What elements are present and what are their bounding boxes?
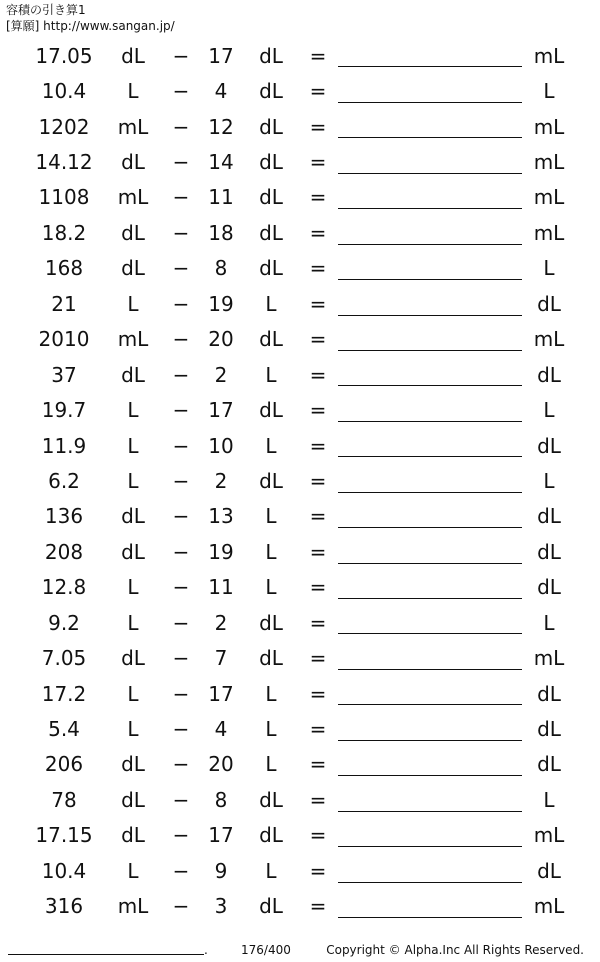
second-unit: L	[265, 752, 277, 777]
answer-unit: L	[543, 787, 555, 812]
problem-row	[0, 499, 600, 534]
first-unit: dL	[121, 256, 145, 281]
second-unit: dL	[259, 610, 283, 635]
second-unit: dL	[259, 787, 283, 812]
minus-sign: −	[172, 646, 190, 671]
answer-unit: dL	[537, 717, 561, 742]
second-unit: L	[265, 858, 277, 883]
answer-unit: mL	[533, 646, 565, 671]
equals-sign: =	[309, 575, 327, 600]
worksheet-header	[6, 2, 175, 34]
first-unit: L	[127, 717, 139, 742]
first-quantity: 136	[44, 504, 84, 529]
answer-blank[interactable]	[338, 137, 522, 138]
problem-row	[0, 109, 600, 144]
second-quantity: 11	[208, 185, 234, 210]
minus-sign: −	[172, 256, 190, 281]
answer-blank[interactable]	[338, 456, 522, 457]
answer-blank[interactable]	[338, 775, 522, 776]
problem-row	[0, 215, 600, 250]
minus-sign: −	[172, 787, 190, 812]
second-unit: dL	[259, 150, 283, 175]
second-quantity: 4	[214, 717, 228, 742]
equals-sign: =	[309, 362, 327, 387]
second-unit: dL	[259, 327, 283, 352]
second-unit: L	[265, 717, 277, 742]
answer-unit: mL	[533, 43, 565, 68]
minus-sign: −	[172, 398, 190, 423]
first-quantity: 206	[44, 752, 84, 777]
equals-sign: =	[309, 717, 327, 742]
minus-sign: −	[172, 220, 190, 245]
problem-row	[0, 322, 600, 357]
equals-sign: =	[309, 398, 327, 423]
answer-unit: dL	[537, 291, 561, 316]
minus-sign: −	[172, 681, 190, 706]
equals-sign: =	[309, 681, 327, 706]
answer-unit: dL	[537, 504, 561, 529]
second-unit: L	[265, 681, 277, 706]
answer-unit: mL	[533, 823, 565, 848]
problem-row	[0, 180, 600, 215]
second-unit: L	[265, 575, 277, 600]
equals-sign: =	[309, 610, 327, 635]
minus-sign: −	[172, 539, 190, 564]
first-unit: L	[127, 858, 139, 883]
answer-unit: mL	[533, 185, 565, 210]
second-unit: dL	[259, 43, 283, 68]
name-line	[8, 954, 204, 955]
first-unit: L	[127, 681, 139, 706]
second-quantity: 17	[208, 681, 234, 706]
second-unit: dL	[259, 185, 283, 210]
answer-blank[interactable]	[338, 669, 522, 670]
minus-sign: −	[172, 610, 190, 635]
second-quantity: 2	[214, 362, 228, 387]
first-quantity: 7.05	[41, 646, 87, 671]
second-quantity: 17	[208, 398, 234, 423]
answer-unit: dL	[537, 858, 561, 883]
first-quantity: 168	[44, 256, 84, 281]
site-link[interactable]: [算願] http://www.sangan.jp/	[6, 19, 175, 33]
first-quantity: 1108	[38, 185, 90, 210]
first-quantity: 17.2	[41, 681, 87, 706]
second-quantity: 18	[208, 220, 234, 245]
first-quantity: 18.2	[41, 220, 87, 245]
answer-blank[interactable]	[338, 633, 522, 634]
equals-sign: =	[309, 43, 327, 68]
problem-row	[0, 251, 600, 286]
equals-sign: =	[309, 752, 327, 777]
second-unit: L	[265, 433, 277, 458]
minus-sign: −	[172, 717, 190, 742]
copyright-text: Copyright © Alpha.Inc All Rights Reserved.	[326, 943, 584, 957]
first-quantity: 21	[51, 291, 77, 316]
equals-sign: =	[309, 79, 327, 104]
first-unit: dL	[121, 362, 145, 387]
second-unit: L	[265, 291, 277, 316]
problem-row	[0, 818, 600, 853]
first-quantity: 14.12	[35, 150, 93, 175]
first-unit: L	[127, 610, 139, 635]
first-unit: dL	[121, 220, 145, 245]
answer-blank[interactable]	[338, 421, 522, 422]
equals-sign: =	[309, 787, 327, 812]
problem-row	[0, 357, 600, 392]
answer-blank[interactable]	[338, 244, 522, 245]
answer-unit: mL	[533, 150, 565, 175]
problem-row	[0, 782, 600, 817]
minus-sign: −	[172, 43, 190, 68]
first-quantity: 1202	[38, 114, 90, 139]
second-quantity: 19	[208, 291, 234, 316]
second-quantity: 20	[208, 327, 234, 352]
equals-sign: =	[309, 539, 327, 564]
problem-list	[0, 38, 600, 924]
minus-sign: −	[172, 362, 190, 387]
second-unit: dL	[259, 114, 283, 139]
problem-row	[0, 534, 600, 569]
second-unit: dL	[259, 79, 283, 104]
problem-row	[0, 38, 600, 73]
second-quantity: 3	[214, 894, 228, 919]
equals-sign: =	[309, 327, 327, 352]
minus-sign: −	[172, 823, 190, 848]
answer-unit: dL	[537, 362, 561, 387]
answer-unit: L	[543, 79, 555, 104]
answer-blank[interactable]	[338, 279, 522, 280]
first-unit: L	[127, 79, 139, 104]
answer-blank[interactable]	[338, 385, 522, 386]
answer-unit: dL	[537, 681, 561, 706]
first-quantity: 2010	[38, 327, 90, 352]
answer-unit: L	[543, 256, 555, 281]
first-unit: L	[127, 468, 139, 493]
problem-row	[0, 73, 600, 108]
problem-row	[0, 605, 600, 640]
equals-sign: =	[309, 150, 327, 175]
answer-unit: L	[543, 610, 555, 635]
first-quantity: 10.4	[41, 858, 87, 883]
second-quantity: 7	[214, 646, 228, 671]
equals-sign: =	[309, 858, 327, 883]
answer-unit: dL	[537, 433, 561, 458]
second-unit: dL	[259, 823, 283, 848]
answer-unit: dL	[537, 752, 561, 777]
second-quantity: 10	[208, 433, 234, 458]
equals-sign: =	[309, 894, 327, 919]
problem-row	[0, 392, 600, 427]
answer-blank[interactable]	[338, 66, 522, 67]
problem-row	[0, 428, 600, 463]
problem-row	[0, 711, 600, 746]
second-unit: dL	[259, 256, 283, 281]
second-quantity: 11	[208, 575, 234, 600]
first-unit: dL	[121, 752, 145, 777]
first-unit: mL	[117, 894, 149, 919]
answer-blank[interactable]	[338, 350, 522, 351]
second-quantity: 8	[214, 256, 228, 281]
minus-sign: −	[172, 468, 190, 493]
answer-blank[interactable]	[338, 208, 522, 209]
second-quantity: 13	[208, 504, 234, 529]
second-quantity: 17	[208, 823, 234, 848]
first-unit: dL	[121, 646, 145, 671]
answer-unit: L	[543, 468, 555, 493]
answer-blank[interactable]	[338, 740, 522, 741]
equals-sign: =	[309, 823, 327, 848]
answer-blank[interactable]	[338, 102, 522, 103]
problem-row	[0, 889, 600, 924]
answer-blank[interactable]	[338, 882, 522, 883]
answer-blank[interactable]	[338, 917, 522, 918]
second-quantity: 17	[208, 43, 234, 68]
answer-blank[interactable]	[338, 492, 522, 493]
answer-unit: dL	[537, 539, 561, 564]
first-unit: L	[127, 575, 139, 600]
answer-unit: mL	[533, 894, 565, 919]
first-quantity: 17.05	[35, 43, 93, 68]
equals-sign: =	[309, 433, 327, 458]
answer-blank[interactable]	[338, 846, 522, 847]
second-quantity: 9	[214, 858, 228, 883]
equals-sign: =	[309, 185, 327, 210]
equals-sign: =	[309, 220, 327, 245]
minus-sign: −	[172, 327, 190, 352]
minus-sign: −	[172, 291, 190, 316]
first-unit: dL	[121, 823, 145, 848]
first-quantity: 78	[51, 787, 77, 812]
equals-sign: =	[309, 504, 327, 529]
answer-blank[interactable]	[338, 527, 522, 528]
second-quantity: 8	[214, 787, 228, 812]
answer-blank[interactable]	[338, 811, 522, 812]
first-unit: L	[127, 398, 139, 423]
second-quantity: 2	[214, 610, 228, 635]
problem-row	[0, 570, 600, 605]
first-quantity: 12.8	[41, 575, 87, 600]
minus-sign: −	[172, 114, 190, 139]
first-quantity: 5.4	[48, 717, 80, 742]
minus-sign: −	[172, 752, 190, 777]
first-quantity: 208	[44, 539, 84, 564]
first-quantity: 9.2	[48, 610, 80, 635]
answer-blank[interactable]	[338, 173, 522, 174]
second-unit: L	[265, 362, 277, 387]
problem-row	[0, 463, 600, 498]
second-unit: dL	[259, 646, 283, 671]
answer-unit: mL	[533, 327, 565, 352]
problem-row	[0, 853, 600, 888]
first-unit: dL	[121, 539, 145, 564]
first-unit: dL	[121, 787, 145, 812]
answer-blank[interactable]	[338, 315, 522, 316]
problem-row	[0, 676, 600, 711]
first-quantity: 10.4	[41, 79, 87, 104]
problem-row	[0, 747, 600, 782]
equals-sign: =	[309, 114, 327, 139]
second-quantity: 4	[214, 79, 228, 104]
second-unit: dL	[259, 220, 283, 245]
first-quantity: 6.2	[48, 468, 80, 493]
first-quantity: 17.15	[35, 823, 93, 848]
first-unit: mL	[117, 185, 149, 210]
first-unit: mL	[117, 114, 149, 139]
minus-sign: −	[172, 575, 190, 600]
first-quantity: 37	[51, 362, 77, 387]
first-unit: L	[127, 433, 139, 458]
page-number: 176/400	[241, 943, 291, 957]
problem-row	[0, 640, 600, 675]
problem-row	[0, 144, 600, 179]
first-unit: dL	[121, 504, 145, 529]
answer-unit: mL	[533, 220, 565, 245]
equals-sign: =	[309, 291, 327, 316]
minus-sign: −	[172, 150, 190, 175]
answer-unit: L	[543, 398, 555, 423]
first-quantity: 316	[44, 894, 84, 919]
answer-blank[interactable]	[338, 563, 522, 564]
first-unit: dL	[121, 43, 145, 68]
second-quantity: 20	[208, 752, 234, 777]
second-quantity: 2	[214, 468, 228, 493]
minus-sign: −	[172, 433, 190, 458]
second-quantity: 19	[208, 539, 234, 564]
minus-sign: −	[172, 185, 190, 210]
first-quantity: 19.7	[41, 398, 87, 423]
second-unit: dL	[259, 468, 283, 493]
first-quantity: 11.9	[41, 433, 87, 458]
second-unit: L	[265, 504, 277, 529]
footer-dot: .	[204, 943, 208, 957]
equals-sign: =	[309, 256, 327, 281]
minus-sign: −	[172, 858, 190, 883]
answer-unit: mL	[533, 114, 565, 139]
answer-unit: dL	[537, 575, 561, 600]
minus-sign: −	[172, 894, 190, 919]
worksheet-title: 容積の引き算1	[6, 3, 86, 17]
second-quantity: 14	[208, 150, 234, 175]
second-unit: L	[265, 539, 277, 564]
minus-sign: −	[172, 504, 190, 529]
answer-blank[interactable]	[338, 598, 522, 599]
problem-row	[0, 286, 600, 321]
first-unit: mL	[117, 327, 149, 352]
second-unit: dL	[259, 398, 283, 423]
second-unit: dL	[259, 894, 283, 919]
worksheet-footer	[0, 940, 600, 960]
first-unit: dL	[121, 150, 145, 175]
answer-blank[interactable]	[338, 704, 522, 705]
first-unit: L	[127, 291, 139, 316]
minus-sign: −	[172, 79, 190, 104]
equals-sign: =	[309, 646, 327, 671]
equals-sign: =	[309, 468, 327, 493]
second-quantity: 12	[208, 114, 234, 139]
